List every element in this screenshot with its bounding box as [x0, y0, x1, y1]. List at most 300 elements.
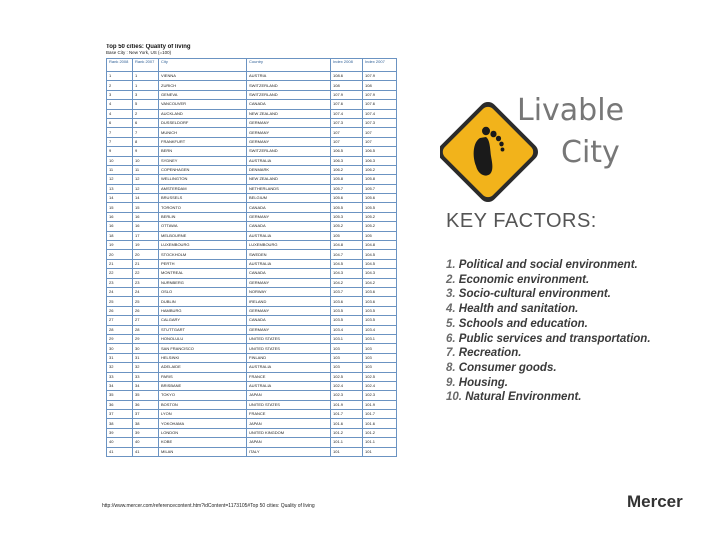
table-cell: BERLIN — [159, 212, 247, 221]
table-cell: CANADA — [247, 203, 331, 212]
table-cell: 39 — [107, 428, 133, 437]
table-cell: FINLAND — [247, 353, 331, 362]
key-factor-text: Health and sanitation. — [458, 303, 579, 316]
table-row — [107, 118, 397, 127]
table-cell: 105.8 — [363, 175, 397, 184]
table-cell: 104.2 — [363, 278, 397, 287]
table-cell: 106.5 — [331, 147, 363, 156]
table-row — [107, 419, 397, 428]
table-cell: 26 — [133, 306, 159, 315]
table-cell: VANCOUVER — [159, 100, 247, 109]
table-cell: CANADA — [247, 100, 331, 109]
table-cell: 104.5 — [363, 259, 397, 268]
table-cell: 104.8 — [363, 241, 397, 250]
table-cell: LYON — [159, 410, 247, 419]
table-cell: 7 — [133, 128, 159, 137]
table-cell: SWEDEN — [247, 250, 331, 259]
table-row — [107, 447, 397, 456]
table-cell: 103.5 — [363, 316, 397, 325]
table-cell: 105.8 — [331, 175, 363, 184]
key-factor-number: 6. — [446, 332, 456, 345]
table-cell: 107.6 — [331, 100, 363, 109]
table-cell: 101.6 — [363, 419, 397, 428]
table-cell: 22 — [107, 269, 133, 278]
table-cell: 104.5 — [331, 259, 363, 268]
table-cell: 103.4 — [363, 325, 397, 334]
key-factor-text: Recreation. — [458, 347, 522, 360]
table-cell: 36 — [133, 400, 159, 409]
table-cell: WELLINGTON — [159, 175, 247, 184]
table-cell: 36 — [107, 400, 133, 409]
table-cell: 101.9 — [363, 400, 397, 409]
table-cell: 105.2 — [363, 222, 397, 231]
table-cell: 107.3 — [331, 118, 363, 127]
table-cell: 101.6 — [331, 419, 363, 428]
table-row — [107, 109, 397, 118]
table-row — [107, 278, 397, 287]
table-cell: AUSTRALIA — [247, 231, 331, 240]
table-cell: NETHERLANDS — [247, 184, 331, 193]
table-row — [107, 241, 397, 250]
table-cell: BOSTON — [159, 400, 247, 409]
table-cell: JAPAN — [247, 391, 331, 400]
table-cell: 28 — [133, 325, 159, 334]
table-cell: 9 — [133, 147, 159, 156]
table-cell: 104.5 — [363, 250, 397, 259]
ranking-table — [106, 58, 397, 457]
table-cell: UNITED STATES — [247, 400, 331, 409]
table-cell: MONTREAL — [159, 269, 247, 278]
table-row — [107, 81, 397, 90]
key-factors-list — [446, 258, 651, 405]
table-cell: 41 — [107, 447, 133, 456]
table-cell: 4 — [107, 100, 133, 109]
key-factor-number: 5. — [446, 317, 456, 330]
table-cell: DENMARK — [247, 165, 331, 174]
table-cell: CANADA — [247, 269, 331, 278]
table-cell: 103.6 — [363, 287, 397, 296]
table-row — [107, 269, 397, 278]
table-cell: GERMANY — [247, 212, 331, 221]
table-subtitle: Base City : New York, US (=100) — [106, 50, 172, 55]
table-cell: 35 — [133, 391, 159, 400]
table-cell: 1 — [133, 72, 159, 81]
table-cell: 105 — [363, 231, 397, 240]
table-cell: ITALY — [247, 447, 331, 456]
table-cell: 103 — [331, 363, 363, 372]
table-cell: UNITED STATES — [247, 334, 331, 343]
table-cell: 107 — [331, 128, 363, 137]
table-cell: 101.9 — [331, 400, 363, 409]
table-cell: TORONTO — [159, 203, 247, 212]
key-factor-number: 10. — [446, 391, 462, 404]
table-cell: 6 — [133, 118, 159, 127]
ranking-table-panel — [106, 44, 396, 457]
table-cell: 12 — [133, 184, 159, 193]
table-row — [107, 400, 397, 409]
table-cell: 106.5 — [363, 147, 397, 156]
table-cell: 11 — [107, 165, 133, 174]
table-cell: 15 — [133, 203, 159, 212]
table-cell: SWITZERLAND — [247, 81, 331, 90]
table-cell: FRANKFURT — [159, 137, 247, 146]
table-cell: 102.5 — [331, 372, 363, 381]
table-cell: 104.8 — [331, 241, 363, 250]
table-cell: 102.5 — [363, 372, 397, 381]
table-cell: 107 — [363, 137, 397, 146]
table-row — [107, 353, 397, 362]
table-cell: ZURICH — [159, 81, 247, 90]
table-row — [107, 100, 397, 109]
table-cell: BELGIUM — [247, 194, 331, 203]
table-cell: 30 — [133, 344, 159, 353]
key-factor-item — [446, 287, 651, 302]
table-cell: 102.4 — [331, 381, 363, 390]
table-cell: OTTAWA — [159, 222, 247, 231]
table-row — [107, 438, 397, 447]
table-cell: BERN — [159, 147, 247, 156]
table-row — [107, 287, 397, 296]
table-row — [107, 128, 397, 137]
mercer-brand: Mercer — [627, 492, 683, 511]
table-cell: IRELAND — [247, 297, 331, 306]
key-factor-item — [446, 390, 651, 405]
table-cell: 107.6 — [363, 100, 397, 109]
table-cell: GENEVA — [159, 90, 247, 99]
table-cell: 107.3 — [363, 118, 397, 127]
table-cell: 27 — [133, 316, 159, 325]
table-cell: 31 — [133, 353, 159, 362]
table-cell: ADELAIDE — [159, 363, 247, 372]
table-cell: 34 — [107, 381, 133, 390]
table-cell: MILAN — [159, 447, 247, 456]
table-cell: 103 — [363, 353, 397, 362]
table-cell: 105.2 — [363, 212, 397, 221]
table-header-row — [107, 59, 397, 72]
key-factor-text: Consumer goods. — [458, 361, 557, 374]
table-cell: 104.2 — [331, 278, 363, 287]
table-cell: 107.9 — [331, 90, 363, 99]
table-cell: BRISBANE — [159, 381, 247, 390]
key-factor-number: 8. — [446, 361, 456, 374]
table-row — [107, 222, 397, 231]
table-cell: NURNBERG — [159, 278, 247, 287]
table-cell: 20 — [133, 250, 159, 259]
table-cell: 1 — [107, 72, 133, 81]
table-cell: 103.5 — [331, 306, 363, 315]
table-cell: 101.1 — [363, 438, 397, 447]
table-cell: 34 — [133, 381, 159, 390]
column-header: City — [159, 59, 247, 72]
table-row — [107, 334, 397, 343]
table-row — [107, 316, 397, 325]
key-factor-number: 2. — [446, 273, 456, 286]
logo-text-livable: Livable — [517, 93, 625, 128]
table-cell: 104.7 — [331, 250, 363, 259]
column-header: Index 2007 — [363, 59, 397, 72]
table-cell: 107.9 — [363, 90, 397, 99]
table-cell: MUNICH — [159, 128, 247, 137]
table-row — [107, 259, 397, 268]
table-cell: JAPAN — [247, 438, 331, 447]
table-row — [107, 325, 397, 334]
table-cell: 103.6 — [363, 297, 397, 306]
table-cell: PARIS — [159, 372, 247, 381]
key-factor-item — [446, 346, 651, 361]
table-cell: 106.2 — [363, 165, 397, 174]
table-cell: 107.9 — [363, 72, 397, 81]
table-row — [107, 147, 397, 156]
table-cell: MELBOURNE — [159, 231, 247, 240]
table-cell: 24 — [133, 287, 159, 296]
table-cell: 25 — [133, 297, 159, 306]
table-cell: 14 — [107, 194, 133, 203]
table-cell: STUTTGART — [159, 325, 247, 334]
table-cell: 101 — [331, 447, 363, 456]
table-cell: GERMANY — [247, 118, 331, 127]
key-factor-text: Economic environment. — [458, 273, 590, 286]
table-cell: 108 — [363, 81, 397, 90]
table-cell: 24 — [107, 287, 133, 296]
table-cell: 5 — [133, 100, 159, 109]
table-row — [107, 372, 397, 381]
table-cell: 103.1 — [363, 334, 397, 343]
table-cell: AUCKLAND — [159, 109, 247, 118]
table-cell: 32 — [133, 363, 159, 372]
table-body — [107, 72, 397, 457]
table-cell: 13 — [107, 184, 133, 193]
table-cell: 107 — [363, 128, 397, 137]
table-cell: HELSINKI — [159, 353, 247, 362]
table-row — [107, 212, 397, 221]
table-cell: 19 — [133, 241, 159, 250]
table-cell: 105.7 — [363, 184, 397, 193]
key-factor-text: Natural Environment. — [465, 391, 582, 404]
table-cell: FRANCE — [247, 372, 331, 381]
table-cell: 105.3 — [331, 212, 363, 221]
table-cell: 7 — [107, 128, 133, 137]
table-cell: SYDNEY — [159, 156, 247, 165]
table-cell: 33 — [107, 372, 133, 381]
table-cell: 25 — [107, 297, 133, 306]
table-cell: 14 — [133, 194, 159, 203]
table-cell: 35 — [107, 391, 133, 400]
key-factor-item — [446, 332, 651, 347]
table-cell: 103 — [363, 363, 397, 372]
table-row — [107, 72, 397, 81]
table-cell: 37 — [107, 410, 133, 419]
table-cell: 23 — [107, 278, 133, 287]
table-cell: 2 — [107, 81, 133, 90]
table-cell: 30 — [107, 344, 133, 353]
table-row — [107, 410, 397, 419]
table-cell: 101.7 — [363, 410, 397, 419]
table-cell: 10 — [107, 156, 133, 165]
key-factor-item — [446, 302, 651, 317]
table-cell: 17 — [133, 231, 159, 240]
table-cell: AUSTRALIA — [247, 381, 331, 390]
table-cell: 103.5 — [331, 316, 363, 325]
table-cell: 20 — [107, 250, 133, 259]
table-cell: GERMANY — [247, 278, 331, 287]
table-cell: 102.3 — [331, 391, 363, 400]
table-cell: 101.2 — [331, 428, 363, 437]
column-header: Rank 2008 — [107, 59, 133, 72]
key-factor-text: Public services and transportation. — [458, 332, 651, 345]
table-cell: 105.7 — [331, 184, 363, 193]
table-cell: 29 — [133, 334, 159, 343]
table-row — [107, 90, 397, 99]
table-cell: 106.3 — [363, 156, 397, 165]
table-cell: 37 — [133, 410, 159, 419]
column-header: Index 2008 — [331, 59, 363, 72]
table-cell: 2 — [133, 109, 159, 118]
table-cell: SWITZERLAND — [247, 147, 331, 156]
key-factor-item — [446, 273, 651, 288]
table-cell: 105.5 — [363, 203, 397, 212]
table-cell: 32 — [107, 363, 133, 372]
table-row — [107, 231, 397, 240]
table-cell: 27 — [107, 316, 133, 325]
column-header: Rank 2007 — [133, 59, 159, 72]
table-cell: 12 — [133, 175, 159, 184]
table-cell: 108.6 — [331, 72, 363, 81]
table-cell: NEW ZEALAND — [247, 175, 331, 184]
table-row — [107, 306, 397, 315]
table-cell: 39 — [133, 428, 159, 437]
key-factor-item — [446, 317, 651, 332]
table-cell: AUSTRIA — [247, 72, 331, 81]
table-cell: 105.6 — [331, 194, 363, 203]
table-cell: 15 — [107, 203, 133, 212]
table-cell: 10 — [133, 156, 159, 165]
table-cell: 16 — [133, 222, 159, 231]
table-cell: 101.1 — [331, 438, 363, 447]
table-row — [107, 203, 397, 212]
table-cell: NORWAY — [247, 287, 331, 296]
column-header: Country — [247, 59, 331, 72]
table-cell: AMSTERDAM — [159, 184, 247, 193]
table-cell: GERMANY — [247, 325, 331, 334]
table-cell: COPENHAGEN — [159, 165, 247, 174]
table-row — [107, 391, 397, 400]
table-cell: 107.4 — [363, 109, 397, 118]
table-cell: 4 — [107, 109, 133, 118]
key-factor-text: Political and social environment. — [458, 259, 638, 271]
table-row — [107, 156, 397, 165]
table-cell: 108 — [331, 81, 363, 90]
key-factors-title: KEY FACTORS: — [446, 210, 597, 232]
table-cell: 9 — [107, 147, 133, 156]
table-cell: 33 — [133, 372, 159, 381]
table-cell: 105.5 — [331, 203, 363, 212]
table-cell: VIENNA — [159, 72, 247, 81]
table-cell: 40 — [107, 438, 133, 447]
table-cell: 107 — [331, 137, 363, 146]
key-factor-number: 7. — [446, 347, 456, 360]
table-cell: 104.3 — [363, 269, 397, 278]
table-cell: 107.4 — [331, 109, 363, 118]
table-cell: 6 — [107, 118, 133, 127]
table-cell: UNITED KINGDOM — [247, 428, 331, 437]
table-cell: BRUSSELS — [159, 194, 247, 203]
table-cell: 26 — [107, 306, 133, 315]
table-cell: 38 — [133, 419, 159, 428]
table-cell: UNITED STATES — [247, 344, 331, 353]
table-row — [107, 184, 397, 193]
table-cell: 103 — [331, 344, 363, 353]
table-cell: TOKYO — [159, 391, 247, 400]
table-cell: 101 — [363, 447, 397, 456]
key-factor-text: Schools and education. — [458, 317, 588, 330]
table-row — [107, 194, 397, 203]
key-factor-text: Housing. — [458, 376, 508, 389]
table-row — [107, 363, 397, 372]
table-cell: 29 — [107, 334, 133, 343]
table-cell: CANADA — [247, 316, 331, 325]
table-cell: 104.3 — [331, 269, 363, 278]
table-row — [107, 428, 397, 437]
logo-text-city: City — [561, 135, 620, 170]
table-row — [107, 381, 397, 390]
table-cell: 31 — [107, 353, 133, 362]
table-cell: GERMANY — [247, 306, 331, 315]
table-cell: GERMANY — [247, 137, 331, 146]
table-cell: 18 — [107, 231, 133, 240]
table-cell: 103.4 — [331, 325, 363, 334]
table-cell: 103.5 — [363, 306, 397, 315]
table-cell: PERTH — [159, 259, 247, 268]
key-factor-number: 3. — [446, 288, 456, 301]
table-cell: OSLO — [159, 287, 247, 296]
source-url[interactable]: http://www.mercer.com/referencecontent.htm?idContent=1173105#Top 50 cities: Quality of living — [102, 503, 315, 509]
table-cell: 12 — [107, 175, 133, 184]
table-title: Top 50 cities: Quality of living — [106, 44, 191, 50]
table-cell: 105 — [331, 231, 363, 240]
table-row — [107, 250, 397, 259]
key-factor-text: Socio-cultural environment. — [458, 288, 611, 301]
table-cell: LUXEMBOURG — [159, 241, 247, 250]
table-cell: 105.6 — [363, 194, 397, 203]
table-cell: HONOLULU — [159, 334, 247, 343]
table-cell: 103.6 — [331, 297, 363, 306]
table-cell: LONDON — [159, 428, 247, 437]
key-factor-item — [446, 258, 651, 273]
key-factor-number: 4. — [446, 303, 456, 316]
table-cell: FRANCE — [247, 410, 331, 419]
table-cell: SWITZERLAND — [247, 90, 331, 99]
table-cell: AUSTRALIA — [247, 156, 331, 165]
table-cell: 16 — [107, 212, 133, 221]
table-cell: 1 — [133, 81, 159, 90]
table-cell: 21 — [133, 259, 159, 268]
table-cell: HAMBURG — [159, 306, 247, 315]
table-cell: 102.4 — [363, 381, 397, 390]
table-cell: 105.2 — [331, 222, 363, 231]
table-cell: 8 — [133, 137, 159, 146]
table-cell: 101.2 — [363, 428, 397, 437]
table-cell: 41 — [133, 447, 159, 456]
table-cell: 106.3 — [331, 156, 363, 165]
table-row — [107, 165, 397, 174]
table-cell: KOBE — [159, 438, 247, 447]
table-cell: SAN FRANCISCO — [159, 344, 247, 353]
table-cell: 11 — [133, 165, 159, 174]
key-factor-item — [446, 361, 651, 376]
table-row — [107, 137, 397, 146]
table-cell: 23 — [133, 278, 159, 287]
table-cell: NEW ZEALAND — [247, 109, 331, 118]
